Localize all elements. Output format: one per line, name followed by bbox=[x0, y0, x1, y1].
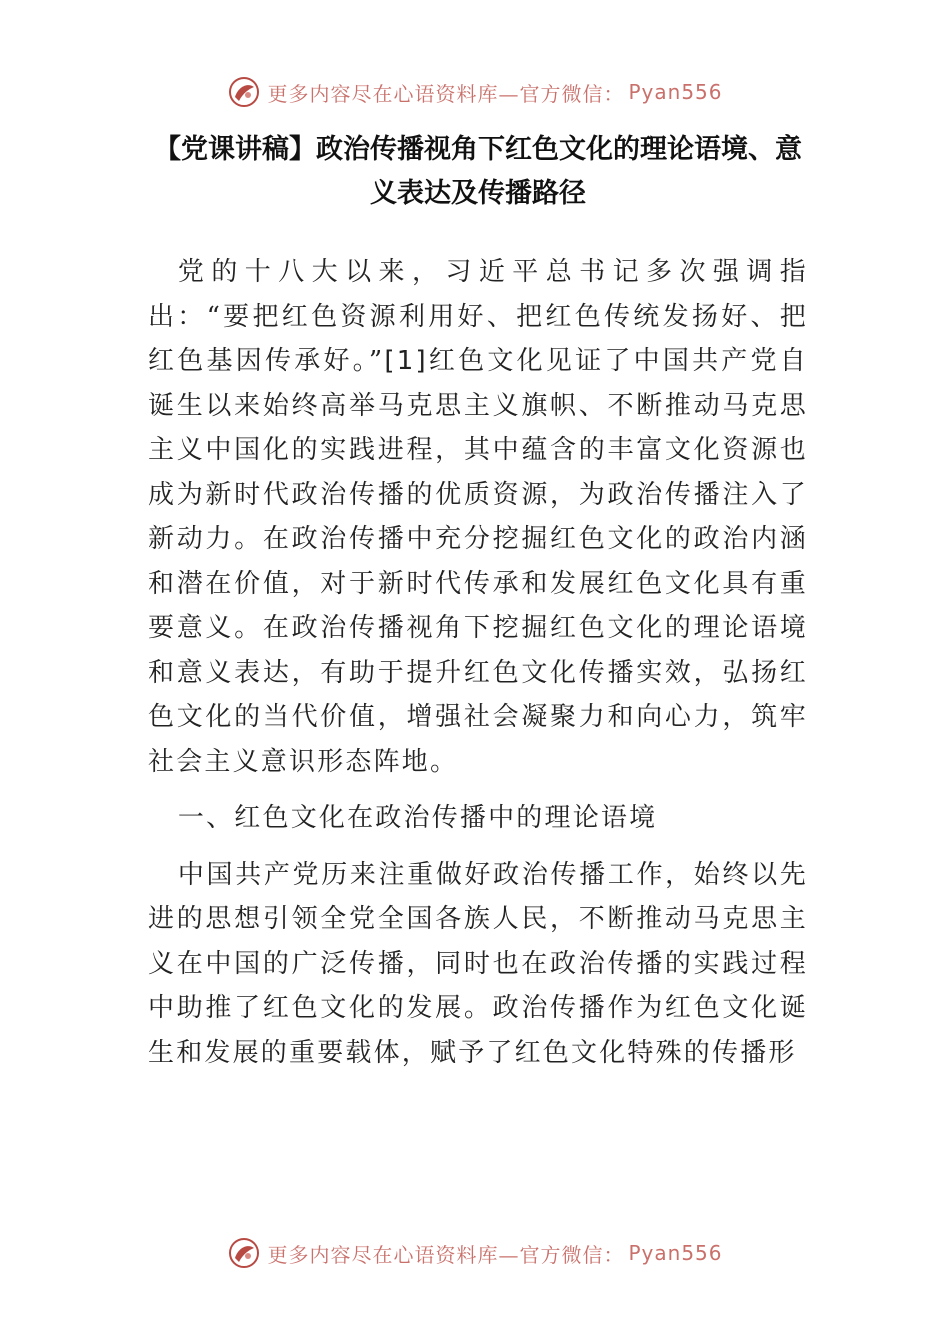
footnote-reference: [1] bbox=[384, 346, 428, 376]
watermark-wechat-id: Pyan556 bbox=[628, 80, 723, 104]
watermark-text: 更多内容尽在心语资料库—官方微信： bbox=[267, 81, 625, 106]
watermark-wechat-id: Pyan556 bbox=[628, 1241, 723, 1265]
library-logo-icon bbox=[227, 1236, 261, 1270]
paragraph-intro-quote: 党的十八大以来，习近平总书记多次强调指出：“要把红色资源利用好、把红色传统发扬好、把红色基因传承好。” bbox=[148, 257, 808, 376]
section-heading: 一、红色文化在政治传播中的理论语境 bbox=[177, 803, 658, 833]
watermark-text: 更多内容尽在心语资料库—官方微信： bbox=[267, 1242, 625, 1267]
header-watermark bbox=[0, 70, 950, 114]
footer-watermark bbox=[0, 1231, 950, 1275]
paragraph-intro bbox=[148, 250, 808, 784]
paragraph-section-1: 中国共产党历来注重做好政治传播工作，始终以先进的思想引领全党全国各族人民，不断推动马克思主义在中国的广泛传播，同时也在政治传播的实践过程中助推了红色文化的发展。政治传播作为红色文化诞生和发展的重要载体，赋予了红色文化特殊的传播形 bbox=[148, 859, 808, 1068]
library-logo-icon bbox=[227, 75, 261, 109]
paragraph-intro-rest: 红色文化见证了中国共产党自诞生以来始终高举马克思主义旗帜、不断推动马克思主义中国化的实践进程，其中蕴含的丰富文化资源也成为新时代政治传播的优质资源，为政治传播注入了新动力。在政治传播中充分挖掘红色文化的政治内涵和潜在价值，对于新时代传承和发展红色文化具有重要意义。在政治传播视角下挖掘红色文化的理论语境和意义表达，有助于提升红色文化传播实效，弘扬红色文化的当代价值，增强社会凝聚力和向心力，筑牢社会主义意识形态阵地。 bbox=[148, 346, 808, 777]
document-body bbox=[148, 250, 808, 1075]
document-title: 【党课讲稿】政治传播视角下红色文化的理论语境、意义表达及传播路径 bbox=[154, 134, 802, 209]
